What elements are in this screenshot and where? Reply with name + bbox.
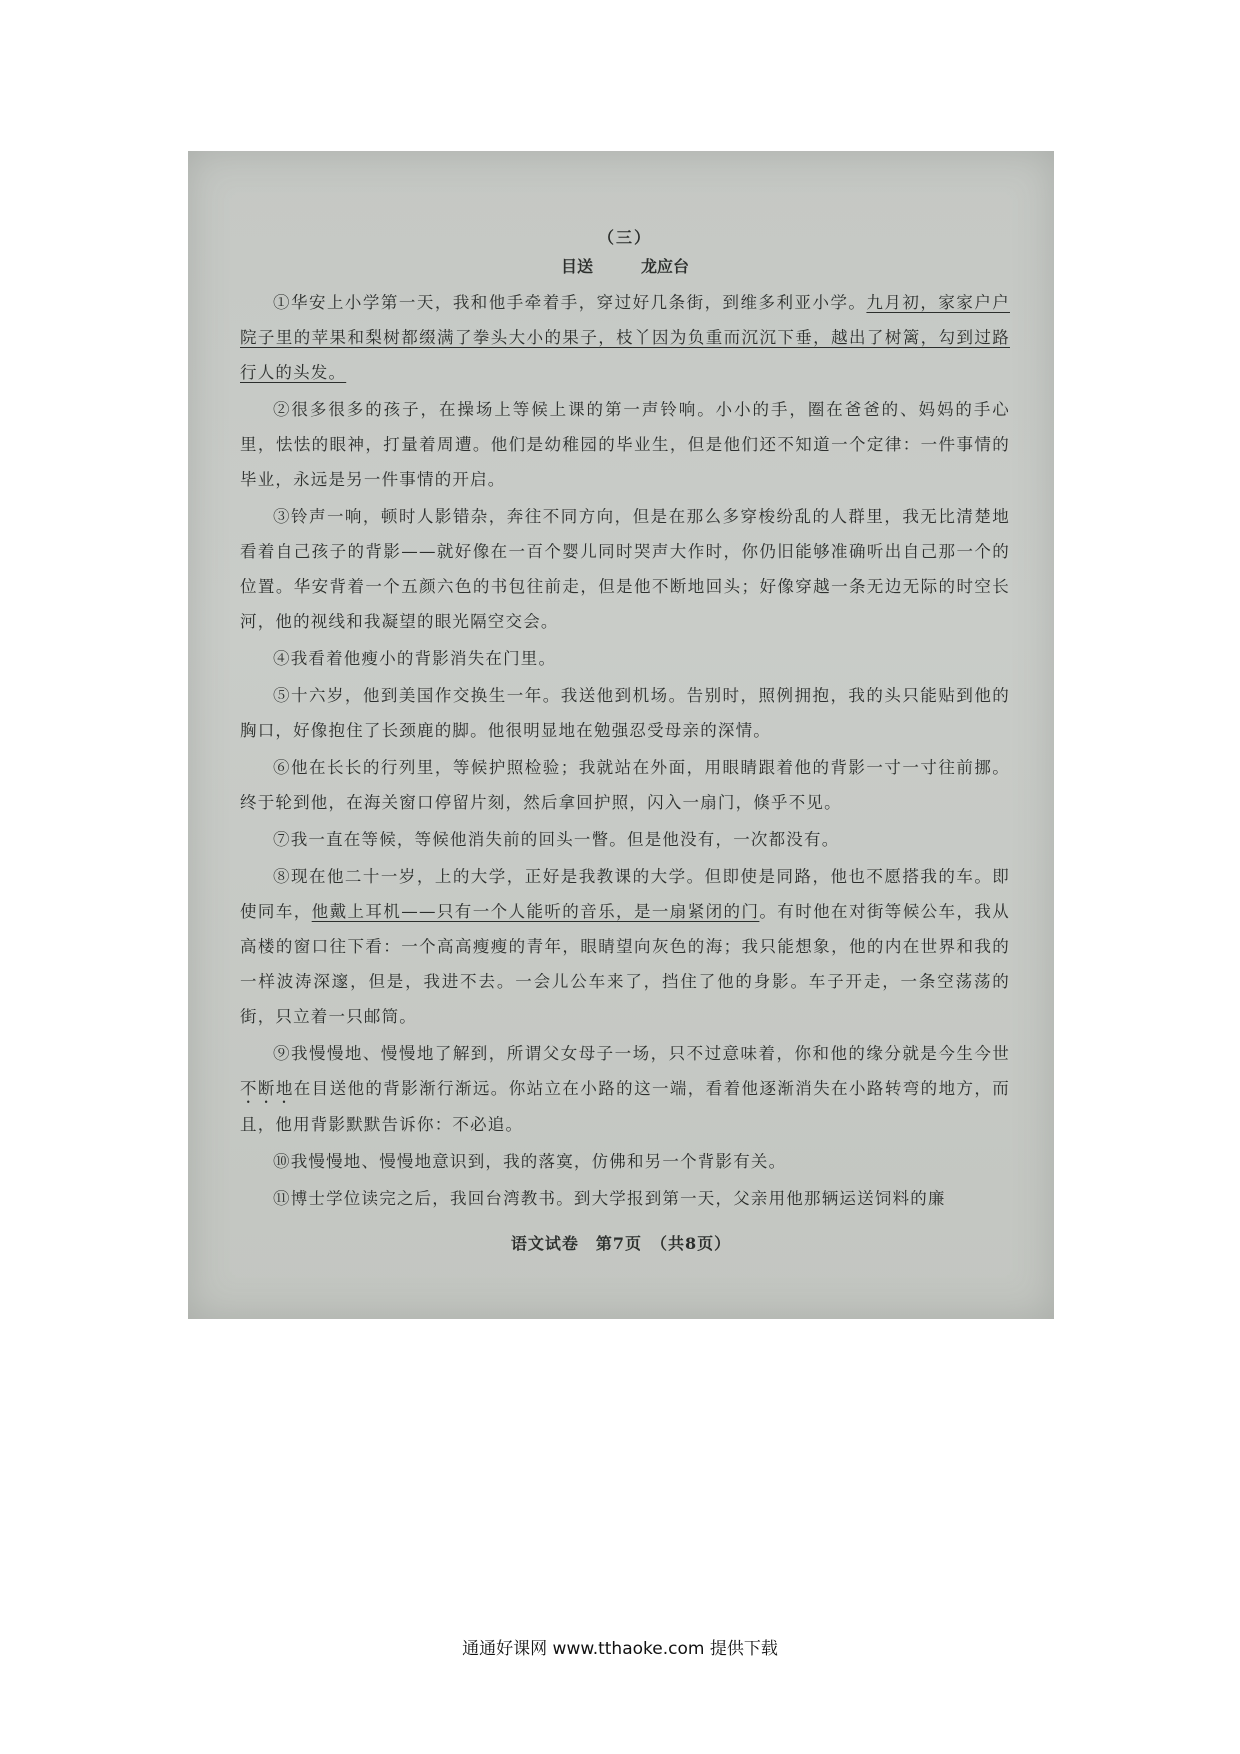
paragraph-7: ⑦我一直在等候，等候他消失前的回头一瞥。但是他没有，一次都没有。 [273, 830, 840, 849]
article-title: 目送 [560, 257, 593, 276]
paragraph-8: ⑧现在他二十一岁，上的大学，正好是我教课的大学。但即使是同路，他也不愿搭我的车。即使同车，他戴上耳机——只有一个人能听的音乐，是一扇紧闭的门。有时他在对街等候公车，我从高楼的窗口往下看：一个高高瘦瘦的青年，眼睛望向灰色的海；我只能想象，他的内在世界和我的一样波涛深邃，但是，我进不去。一会儿公车来了，挡住了他的身影。车子开走，一条空荡荡的街，只立着一只邮筒。 [240, 867, 1010, 1026]
paragraph-5: ⑤十六岁，他到美国作交换生一年。我送他到机场。告别时，照例拥抱，我的头只能贴到他的胸口，好像抱住了长颈鹿的脚。他很明显地在勉强忍受母亲的深情。 [240, 686, 1010, 740]
paragraph-4: ④我看着他瘦小的背影消失在门里。 [273, 649, 557, 668]
paragraph-6: ⑥他在长长的行列里，等候护照检验；我就站在外面，用眼睛跟着他的背影一寸一寸往前挪。终于轮到他，在海关窗口停留片刻，然后拿回护照，闪入一扇门，倏乎不见。 [240, 758, 1010, 812]
section-number: （三） [597, 228, 652, 247]
paragraph-9: ⑨我慢慢地、慢慢地了解到，所谓父女母子一场，只不过意味着，你和他的缘分就是今生今世不断地在目送他的背影渐行渐远。你站立在小路的这一端，看着他逐渐消失在小路转弯的地方，而且，他用背影默默告诉你：不必追。 [240, 1044, 1011, 1134]
article-heading [240, 254, 1010, 277]
exam-page-photo [188, 151, 1054, 1319]
paragraph-2: ②很多很多的孩子，在操场上等候上课的第一声铃响。小小的手，圈在爸爸的、妈妈的手心里，怯怯的眼神，打量着周遭。他们是幼稚园的毕业生，但是他们还不知道一个定律：一件事情的毕业，永远是另一件事情的开启。 [240, 400, 1010, 489]
dotted-phrase: 不断地 [240, 1079, 294, 1098]
site-footer: 通通好课网 www.tthaoke.com 提供下载 [462, 1639, 778, 1659]
paragraph-1: ①华安上小学第一天，我和他手牵着手，穿过好几条街，到维多利亚小学。九月初，家家户户院子里的苹果和梨树都缀满了拳头大小的果子，枝丫因为负重而沉沉下垂，越出了树篱，勾到过路行人的头发。 [240, 293, 1010, 382]
exam-text-block [240, 225, 1010, 1218]
article-author: 龙应台 [641, 257, 690, 276]
page-footer: 语文试卷 第7页 （共8页） [510, 1234, 732, 1253]
paragraph-3: ③铃声一响，顿时人影错杂，奔往不同方向，但是在那么多穿梭纷乱的人群里，我无比清楚地看着自己孩子的背影——就好像在一百个婴儿同时哭声大作时，你仍旧能够准确听出自己那一个的位置。华安背着一个五颜六色的书包往前走，但是他不断地回头；好像穿越一条无边无际的时空长河，他的视线和我凝望的眼光隔空交会。 [240, 507, 1010, 631]
underlined-sentence: 他戴上耳机——只有一个人能听的音乐，是一扇紧闭的门 [311, 902, 760, 921]
paragraph-10: ⑩我慢慢地、慢慢地意识到，我的落寞，仿佛和另一个背影有关。 [273, 1152, 787, 1171]
paragraph-11: ⑪博士学位读完之后，我回台湾教书。到大学报到第一天，父亲用他那辆运送饲料的廉 [273, 1189, 946, 1208]
underlined-sentence: 九月初，家家户户院子里的苹果和梨树都缀满了拳头大小的果子，枝丫因为负重而沉沉下垂，越出了树篱，勾到过路行人的头发。 [240, 293, 1010, 382]
